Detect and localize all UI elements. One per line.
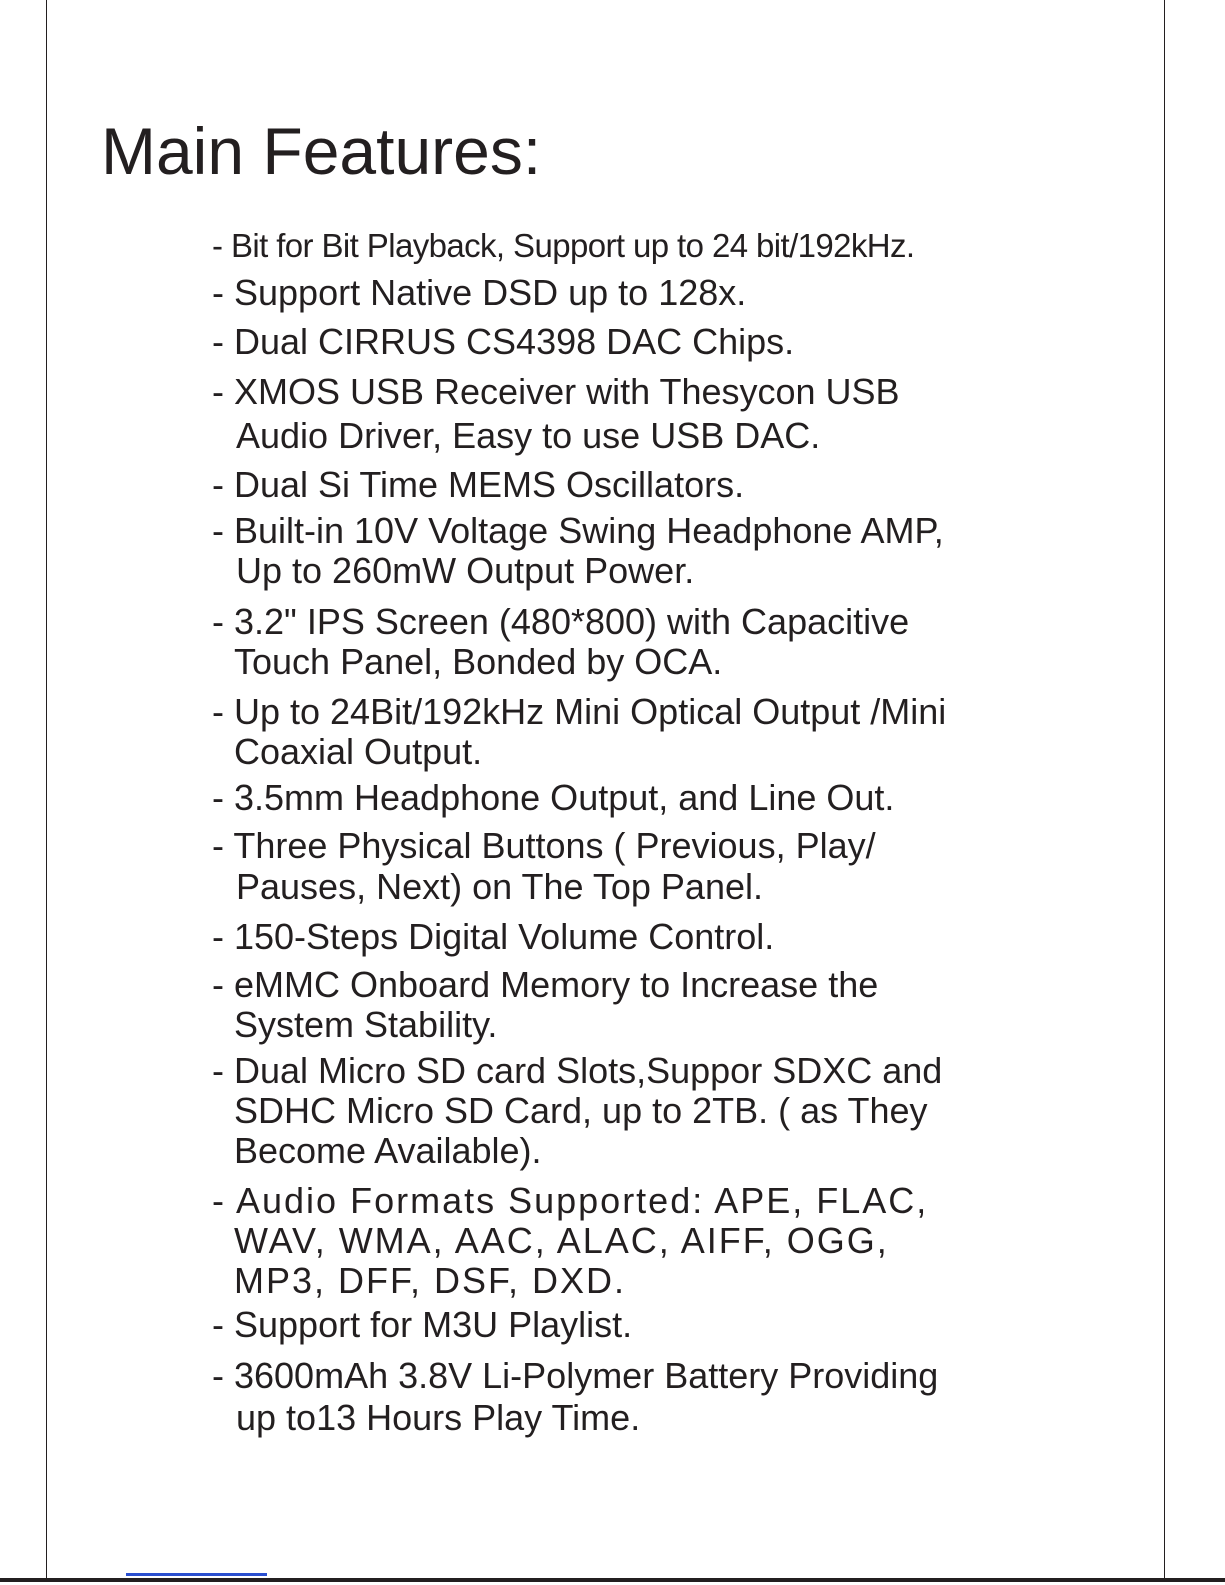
feature-line: System Stability. — [234, 1004, 498, 1045]
feature-line: - Audio Formats Supported: APE, FLAC, — [212, 1180, 929, 1221]
feature-item-screen — [212, 602, 909, 682]
feature-item-dac-chips — [212, 322, 794, 362]
feature-line: Audio Driver, Easy to use USB DAC. — [236, 415, 821, 456]
feature-line: - XMOS USB Receiver with Thesycon USB — [212, 371, 900, 412]
feature-line: - Dual CIRRUS CS4398 DAC Chips. — [212, 321, 795, 362]
feature-item-usb-receiver — [212, 372, 900, 456]
feature-line: - Dual Si Time MEMS Oscillators. — [212, 464, 745, 505]
feature-line: - eMMC Onboard Memory to Increase the — [212, 964, 879, 1005]
page-title: Main Features: — [101, 114, 542, 188]
feature-line: Coaxial Output. — [234, 731, 483, 772]
feature-item-battery — [212, 1356, 938, 1438]
feature-line: - Support for M3U Playlist. — [212, 1304, 633, 1345]
feature-line: up to13 Hours Play Time. — [236, 1397, 641, 1438]
feature-line: - Up to 24Bit/192kHz Mini Optical Output /Mini — [212, 691, 947, 732]
feature-item-buttons — [212, 826, 876, 907]
feature-line: - 150-Steps Digital Volume Control. — [212, 916, 775, 957]
feature-line: - Support Native DSD up to 128x. — [212, 272, 747, 313]
feature-line: MP3, DFF, DSF, DXD. — [234, 1260, 627, 1301]
feature-item-emmc — [212, 965, 878, 1045]
feature-item-playlist — [212, 1305, 632, 1345]
feature-item-bit-perfect — [212, 226, 915, 266]
feature-line: - 3600mAh 3.8V Li-Polymer Battery Providing — [212, 1355, 939, 1396]
feature-line: - Dual Micro SD card Slots,Suppor SDXC and — [212, 1050, 943, 1091]
feature-line: Touch Panel, Bonded by OCA. — [234, 641, 723, 682]
feature-line: WAV, WMA, AAC, ALAC, AIFF, OGG, — [234, 1220, 889, 1261]
page-border-left — [46, 0, 47, 1578]
feature-item-headphone-output — [212, 778, 894, 818]
feature-line: - 3.5mm Headphone Output, and Line Out. — [212, 777, 895, 818]
feature-item-optical-output — [212, 692, 946, 772]
feature-line: - Bit for Bit Playback, Support up to 24 bit/192kHz. — [212, 227, 915, 264]
feature-line: Up to 260mW Output Power. — [236, 550, 695, 591]
page-border-bottom — [0, 1578, 1225, 1582]
page-border-right — [1164, 0, 1165, 1578]
feature-item-audio-formats — [212, 1181, 928, 1301]
feature-item-headphone-amp — [212, 511, 944, 591]
feature-item-oscillators — [212, 465, 744, 505]
feature-item-volume-control — [212, 917, 774, 957]
feature-line: - Three Physical Buttons ( Previous, Play/ — [212, 825, 876, 866]
bottom-accent-line — [126, 1573, 267, 1576]
feature-line: SDHC Micro SD Card, up to 2TB. ( as They — [234, 1090, 928, 1131]
feature-line: - Built-in 10V Voltage Swing Headphone AMP, — [212, 510, 944, 551]
feature-item-sd-slots — [212, 1051, 942, 1171]
feature-item-dsd — [212, 273, 746, 313]
feature-line: Become Available). — [234, 1130, 542, 1171]
feature-line: Pauses, Next) on The Top Panel. — [236, 866, 763, 907]
feature-line: - 3.2" IPS Screen (480*800) with Capacitive — [212, 601, 910, 642]
